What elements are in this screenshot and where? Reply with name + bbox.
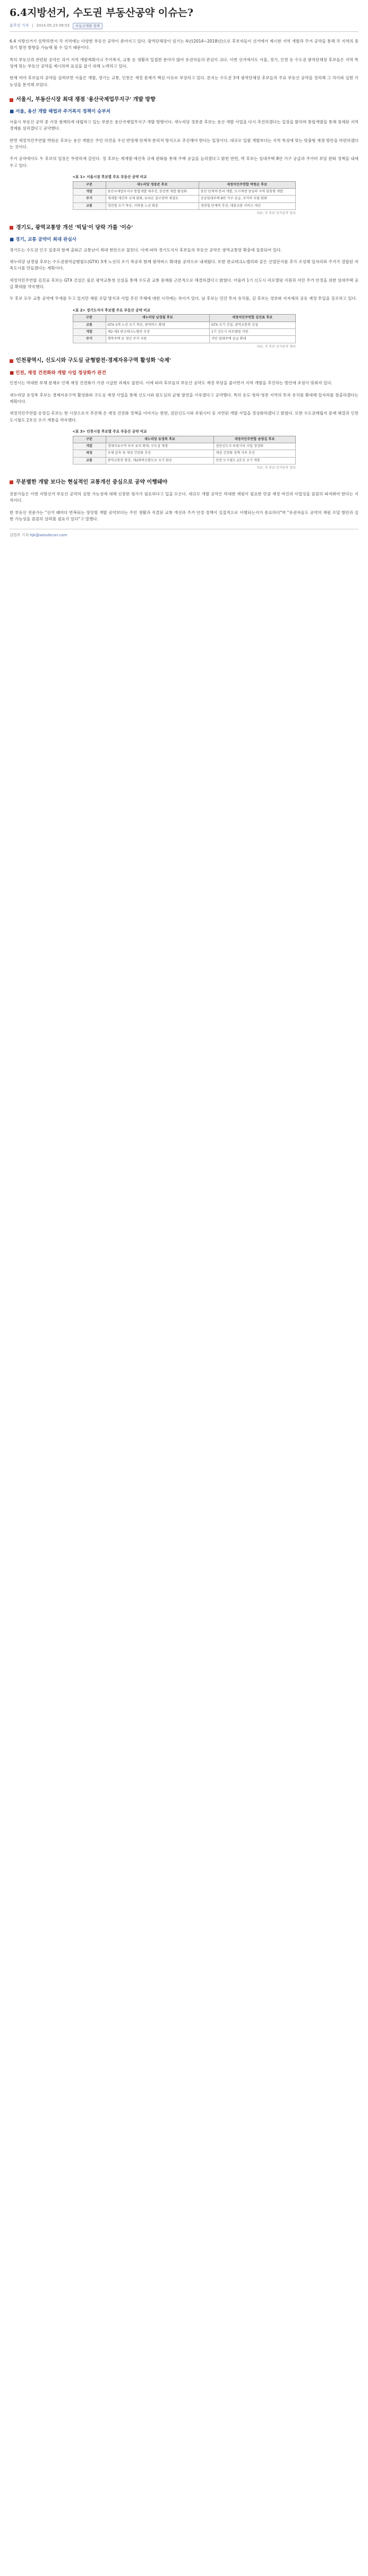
- body-paragraph: 두 후보 모두 교통 공약에 무게를 두고 있지만 재원 조달 방식과 사업 추진 주체에 대한 시각에는 차이가 있다. 남 후보는 민간 투자 유치를, 김 후보는 정부와 지자체의 공동 재정 투입을 강조하고 있다.: [10, 296, 357, 301]
- table-cell: 서민 임대주택 공급 확대: [209, 336, 295, 343]
- intro-block: [10, 38, 358, 88]
- article-date: 2014.05.23 09:53: [36, 23, 70, 28]
- table-cell: 공공임대주택 8만 가구 공급, 주거비 부담 완화: [199, 196, 295, 202]
- table-header-cell: 새누리당 유정복 후보: [106, 436, 214, 443]
- body-paragraph: 경기도는 수도권 인구 집중과 함께 출퇴근 교통난이 최대 현안으로 꼽힌다. 이에 따라 경기도지사 후보들의 부동산 공약은 광역교통망 확충에 집중되어 있다.: [10, 247, 282, 252]
- table-cell-category: 개발: [73, 188, 106, 195]
- table-caption: <표 1> 서울시장 후보별 주요 부동산 공약 비교: [72, 174, 147, 179]
- section-incheon: [10, 357, 358, 470]
- table-cell: 재정 건전화 정책 지속 추진: [214, 450, 295, 457]
- intro-paragraph: 특히 부동산과 관련된 공약은 과거 지역 개발계획이나 주거복지, 교통 등 생활과 밀접한 분야가 많아 유권자들의 관심이 크다. 이번 선거에서도 서울, 경기, 인천 등 수도권 광역단체장 후보들은 지역 특성에 맞는 부동산 공약을 제시하며 표심을 잡기 위해 노력하고 있다.: [10, 57, 358, 69]
- meta-separator: |: [32, 23, 33, 28]
- table-cell: 제2·제3 판교테크노밸리 조성: [106, 328, 209, 335]
- pledge-table-seoul: [73, 174, 296, 216]
- article-footer: [10, 529, 358, 538]
- table-cell: 부채 감축 및 재정 건전화 추진: [106, 450, 214, 457]
- body-paragraph: 새누리당 남경필 후보는 수도권광역급행철도(GTX) 3개 노선의 조기 착공과 함께 광역버스 확대를 공약으로 내세웠다. 또한 판교테크노밸리와 같은 산업단지를 추가 조성해 일자리와 주거가 결합된 자족도시를 만들겠다는 계획이다.: [10, 259, 358, 271]
- table-row: [73, 457, 295, 464]
- body-paragraph: 새정치민주연합 송영길 후보는 현 시장으로서 추진해 온 재정 건전화 정책을 이어가는 한편, 검단신도시와 루원시티 등 지연된 개발 사업을 정상화하겠다고 밝혔다. 또한 수도권매립지 문제 해결과 인천 도시철도 2호선 조기 개통을 약속했다.: [10, 411, 358, 423]
- table-header-cell: 새누리당 남경필 후보: [106, 315, 209, 322]
- table-cell: GTX 3개 노선 조기 착공, 광역버스 확대: [106, 322, 209, 328]
- table-source: 자료: 각 후보 선거공약 정리: [256, 211, 296, 215]
- table-cell-category: 개발: [73, 443, 106, 450]
- table-cell: 검단신도시·루원시티 사업 정상화: [214, 443, 295, 450]
- body-paragraph: 새누리당 유정복 후보는 경제자유구역 활성화와 구도심 재생 사업을 통해 신도시와 원도심의 균형 발전을 이루겠다고 공약했다. 특히 송도·청라·영종 지역의 투자 유치를 확대해 일자리를 창출하겠다는 계획이다.: [10, 392, 358, 404]
- table-cell: 경전철 단계적 추진, 대중교통 서비스 개선: [199, 202, 295, 209]
- square-bullet-icon: [10, 480, 13, 484]
- pledge-table: [73, 436, 296, 464]
- table-header-row: [73, 181, 295, 188]
- table-cell: GTX 조기 건설, 광역교통청 신설: [209, 322, 295, 328]
- section-heading: [10, 478, 358, 487]
- article-author[interactable]: 윤주선 기자: [10, 23, 29, 28]
- pledge-table-gyeonggi: [73, 308, 296, 350]
- table-cell-category: 교통: [73, 202, 106, 209]
- table-header-cell: 새정치민주연합 김진표 후보: [209, 315, 295, 322]
- table-header-cell: 구분: [73, 181, 106, 188]
- table-cell-category: 주거: [73, 196, 106, 202]
- section-subhead: ■ 경기, 교통 공약이 최대 관심사: [10, 237, 76, 242]
- body-paragraph: 한 부동산 전문가는 "선거 때마다 반복되는 장밋빛 개발 공약보다는 주민 생활과 직결된 교통 개선과 주거 안정 정책이 실질적으로 이행되는지가 중요하다"며 "유권자들도 공약의 재원 조달 방안과 실현 가능성을 꼼꼼히 살펴볼 필요가 있다"고 말했다.: [10, 510, 358, 521]
- table-row: [73, 202, 295, 209]
- footer-reporter: 김현주 기자: [10, 533, 29, 538]
- body-paragraph: 전문가들은 이번 지방선거 부동산 공약의 실현 가능성에 대해 신중한 평가가 필요하다고 입을 모은다. 대규모 개발 공약은 막대한 재원이 필요한 만큼 재정 여건과 사업성을 꼼꼼히 따져봐야 한다는 지적이다.: [10, 491, 358, 503]
- intro-paragraph: 현재 여야 후보들의 공약을 살펴보면 서울은 개발, 경기는 교통, 인천은 재정 문제가 핵심 이슈로 부상하고 있다. 본지는 수도권 3개 광역단체장 후보들의 주요 부동산 공약을 정리해 그 차이와 실현 가능성을 분석해 보았다.: [10, 75, 358, 87]
- section-subhead: ■ 인천, 재정 건전화와 개발 사업 정상화가 관건: [10, 370, 106, 376]
- table-header-row: [73, 436, 295, 443]
- section-heading: [10, 96, 358, 104]
- intro-paragraph: 6.4 지방선거가 임박하면서 각 지역에는 다양한 부동산 공약이 쏟아지고 있다. 광역단체장이 임기는 4년(2014~2018년)으로 후보자들이 선거에서 제시한 지역 개발과 주거 공약을 통해 각 지역의 중장기 발전 방향을 가늠해 볼 수 있기 때문이다.: [10, 39, 358, 50]
- table-row: [73, 328, 295, 335]
- table-row: [73, 450, 295, 457]
- table-cell: 경제자유구역 투자 유치 확대, 구도심 재생: [106, 443, 214, 450]
- table-cell: 용산국제업무지구 통합개발 재추진, 한강변 개발 활성화: [106, 188, 199, 195]
- table-cell: 광역교통망 확충, 제2외곽순환도로 조기 완공: [106, 457, 214, 464]
- table-header-cell: 구분: [73, 436, 106, 443]
- body-paragraph: 반면 새정치민주연합 박원순 후보는 용산 개발은 주민 의견을 우선 반영해 단계적·분리적 방식으로 추진해야 한다는 입장이다. 대규모 일괄 개발보다는 지역 특성에 맞는 맞춤형 재생 방안을 마련하겠다는 것이다.: [10, 138, 358, 149]
- table-cell: 재개발·재건축 규제 완화, 뉴타운 출구전략 재검토: [106, 196, 199, 202]
- table-cell: 용산 단계적·분리 개발, 도시재생 중심의 지역 맞춤형 개발: [199, 188, 295, 195]
- article-title: 6.4지방선거, 수도권 부동산공약 이슈는?: [10, 7, 193, 19]
- table-source: 자료: 각 후보 선거공약 정리: [256, 344, 296, 349]
- section-heading-text: 무분별한 개발 보다는 현실적인 교통개선 중심으로 공약 이행돼야: [16, 479, 168, 485]
- section-heading-text: 인천광역시, 신도시와 구도심 균형발전·경제자유구역 활성화 '숙제': [16, 358, 171, 364]
- table-row: [73, 443, 295, 450]
- section-seoul: [10, 96, 358, 216]
- table-header-row: [73, 315, 295, 322]
- table-header-cell: 새누리당 정몽준 후보: [106, 181, 199, 188]
- table-cell: 행복주택 등 청년 주거 지원: [106, 336, 209, 343]
- article-meta: [10, 23, 358, 30]
- pledge-table: [73, 314, 296, 343]
- table-header-cell: 구분: [73, 315, 106, 322]
- square-bullet-icon: [10, 359, 13, 363]
- square-bullet-icon: [10, 98, 13, 102]
- table-cell: 인천 도시철도 2호선 조기 개통: [214, 457, 295, 464]
- table-caption: <표 2> 경기도지사 후보별 주요 부동산 공약 비교: [72, 308, 150, 313]
- table-cell-category: 교통: [73, 457, 106, 464]
- pledge-table-incheon: [73, 429, 296, 471]
- table-header-cell: 새정치민주연합 송영길 후보: [214, 436, 295, 443]
- section-subhead: ■ 서울, 용산 개발 해법과 주거복지 정책이 승부처: [10, 109, 111, 115]
- section-heading: [10, 224, 358, 232]
- section-heading: [10, 357, 358, 365]
- footer-email[interactable]: hjk@seoulecon.com: [30, 533, 67, 538]
- table-cell-category: 교통: [73, 322, 106, 328]
- section-heading-text: 서울시, 부동산시장 최대 쟁점 '용산국제업무지구' 개발 방향: [16, 96, 156, 103]
- body-paragraph: 인천시는 막대한 부채 문제로 인해 재정 건전화가 가장 시급한 과제로 꼽힌다. 이에 따라 후보들의 부동산 공약도 재정 부담을 줄이면서 지역 개발을 추진하는 방안에 초점이 맞춰져 있다.: [10, 381, 332, 386]
- section-heading-text: 경기도, 광역교통망 개선 '빅딜'이 당락 가를 '이슈': [16, 224, 133, 231]
- table-cell-category: 재정: [73, 450, 106, 457]
- table-source: 자료: 각 후보 선거공약 정리: [256, 466, 296, 470]
- pledge-table: [73, 181, 296, 210]
- table-cell: 1기 신도시 리모델링 지원: [209, 328, 295, 335]
- body-paragraph: 주거 공약에서도 두 후보의 입장은 뚜렷하게 갈린다. 정 후보는 재개발·재건축 규제 완화를 통해 주택 공급을 늘리겠다고 밝힌 반면, 박 후보는 임대주택 8만 가구 공급과 주거비 부담 완화 정책을 내세우고 있다.: [10, 156, 358, 168]
- category-badge[interactable]: 부동산개발·정책: [73, 23, 102, 30]
- section-conclusion: [10, 478, 358, 522]
- table-caption: <표 3> 인천시장 후보별 주요 부동산 공약 비교: [72, 429, 147, 434]
- table-cell: 경전철 조기 착공, 지하철 노선 확충: [106, 202, 199, 209]
- table-row: [73, 322, 295, 328]
- body-paragraph: 서울시 부동산 공약 중 가장 첨예하게 대립하고 있는 부분은 용산국제업무지구 개발 방향이다. 새누리당 정몽준 후보는 용산 개발 사업을 다시 추진하겠다는 입장을 밝히며 통합개발을 통해 침체된 지역 경제를 살리겠다고 공약했다.: [10, 120, 358, 131]
- table-cell-category: 개발: [73, 328, 106, 335]
- table-row: [73, 196, 295, 202]
- table-header-cell: 새정치민주연합 박원순 후보: [199, 181, 295, 188]
- body-paragraph: 새정치민주연합 김진표 후보는 GTX 건설은 물론 광역교통청 신설을 통해 수도권 교통 문제를 근본적으로 해결하겠다고 밝혔다. 아울러 1기 신도시 리모델링 지원과 서민 주거 안정을 위한 임대주택 공급 확대를 약속했다.: [10, 277, 358, 289]
- title-divider: [10, 31, 358, 32]
- table-cell-category: 주거: [73, 336, 106, 343]
- square-bullet-icon: [10, 226, 13, 230]
- table-row: [73, 336, 295, 343]
- table-row: [73, 188, 295, 195]
- section-gyeonggi: [10, 224, 358, 350]
